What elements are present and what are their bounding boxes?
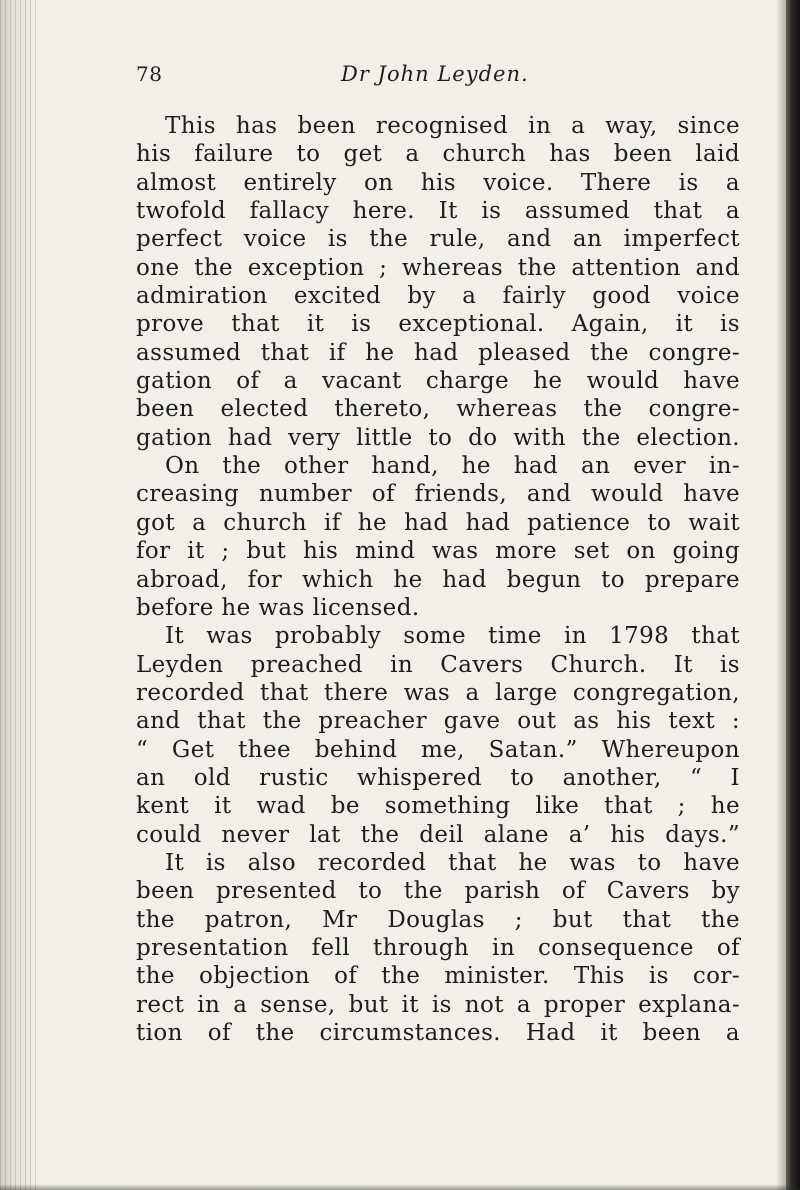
running-head	[136, 62, 736, 90]
text-line: kent it wad be something like that ; he	[136, 793, 740, 820]
running-head-title: Dr John Leyden.	[341, 62, 529, 86]
text-line: and that the preacher gave out as his text :	[136, 708, 740, 735]
text-line: his failure to get a church has been laid	[136, 141, 740, 168]
text-line: creasing number of friends, and would have	[136, 481, 740, 508]
text-line: prove that it is exceptional. Again, it is	[136, 311, 740, 338]
text-line: This has been recognised in a way, since	[165, 113, 740, 139]
text-line: It is also recorded that he was to have	[165, 849, 740, 876]
text-line: Leyden preached in Cavers Church. It is	[136, 651, 740, 678]
text-line: It was probably some time in 1798 that	[165, 623, 740, 650]
text-line: before he was licensed.	[136, 594, 420, 621]
text-line: almost entirely on his voice. There is a	[136, 169, 740, 196]
body-text	[136, 112, 740, 1047]
text-line: rect in a sense, but it is not a proper explana-	[136, 991, 740, 1018]
text-line: “ Get thee behind me, Satan.” Whereupon	[136, 736, 740, 763]
text-line: for it ; but his mind was more set on going	[136, 538, 740, 565]
text-line: been elected thereto, whereas the congre-	[136, 396, 740, 423]
text-line: been presented to the parish of Cavers by	[136, 878, 740, 905]
book-binding-edge	[786, 0, 800, 1190]
text-line: presentation fell through in consequence of	[136, 934, 740, 961]
text-line: an old rustic whispered to another, “ I	[136, 764, 740, 791]
text-line: perfect voice is the rule, and an imperfect	[136, 226, 740, 253]
text-line: got a church if he had had patience to wait	[136, 509, 740, 536]
text-line: abroad, for which he had begun to prepare	[136, 566, 740, 593]
text-line: could never lat the deil alane a’ his days.”	[136, 821, 740, 848]
text-line: On the other hand, he had an ever in-	[165, 453, 740, 480]
text-line: recorded that there was a large congregation,	[136, 679, 740, 706]
text-line: twofold fallacy here. It is assumed that a	[136, 198, 740, 225]
page-bottom-shadow	[0, 1184, 800, 1190]
page-number: 78	[136, 62, 163, 86]
page-gutter-left	[0, 0, 44, 1190]
text-line: tion of the circumstances. Had it been a	[136, 1020, 740, 1046]
text-line: gation of a vacant charge he would have	[136, 368, 740, 395]
text-line: the patron, Mr Douglas ; but that the	[136, 906, 740, 933]
text-line: gation had very little to do with the election.	[136, 424, 740, 451]
text-line: assumed that if he had pleased the congre-	[136, 339, 740, 366]
text-line: the objection of the minister. This is cor-	[136, 963, 740, 990]
text-line: admiration excited by a fairly good voice	[136, 283, 740, 310]
text-line: one the exception ; whereas the attention and	[136, 254, 740, 281]
binding-shadow	[776, 0, 786, 1190]
